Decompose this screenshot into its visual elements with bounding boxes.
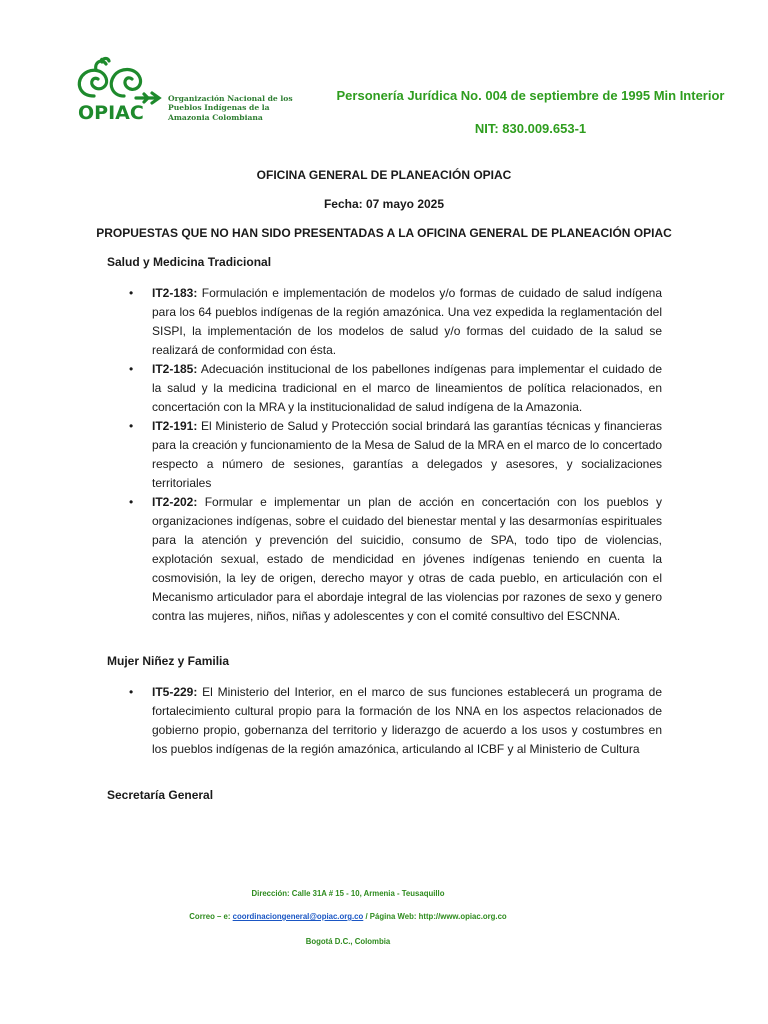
proposal-text: El Ministerio del Interior, en el marco de sus funciones establecerá un programa de fortalecimiento cultural propio para la formación de los NNA en los aspectos relacionados de gobierno propio, gobernanza del territorio y liderazgo de acuerdo a los usos y costumbres en los pueblos indígenas de la región amazónica, articulando al ICBF y al Ministerio de Cultura <box>152 685 662 756</box>
proposal-code: IT2-202: <box>152 495 198 509</box>
bullet-icon: • <box>129 685 134 699</box>
proposal-code: IT2-191: <box>152 419 198 433</box>
proposal-code: IT2-185: <box>152 362 198 376</box>
section-heading-mujer: Mujer Niñez y Familia <box>107 654 230 668</box>
proposal-list-mujer <box>107 683 662 759</box>
footer-contact <box>0 912 696 921</box>
opiac-logo-graphic-icon <box>72 56 172 106</box>
list-item <box>107 360 662 417</box>
list-item <box>107 493 662 626</box>
list-item <box>107 417 662 493</box>
proposal-code: IT5-229: <box>152 685 198 699</box>
logo-organization-name: Organización Nacional de los Pueblos Indígenas de la Amazonia Colombiana <box>168 94 293 122</box>
list-item <box>107 683 662 759</box>
section-heading-salud: Salud y Medicina Tradicional <box>107 255 272 269</box>
logo-wordmark: OPIAC <box>78 102 144 124</box>
nit-line: NIT: 830.009.653-1 <box>474 121 587 136</box>
footer-city: Bogotá D.C., Colombia <box>305 937 391 946</box>
proposal-text: Adecuación institucional de los pabellones indígenas para implementar el cuidado de la salud y la medicina tradicional en el marco de lineamientos de política relacionados, en concertación con la MRA y la institucionalidad de salud indígena de la Amazonia. <box>152 362 662 414</box>
document-date: Fecha: 07 mayo 2025 <box>323 197 445 211</box>
proposal-text: Formular e implementar un plan de acción en concertación con los pueblos y organizaciones indígenas, sobre el cuidado del bienestar mental y las desarmonías espirituales para la atención y prevención del suicidio, consumo de SPA, todo tipo de violencias, explotación sexual, estado de mendicidad en jóvenes indígenas teniendo en cuenta la cosmovisión, la ley de origen, derecho mayor y otras de cada pueblo, en articulación con el Mecanismo articulador para el abordaje integral de las violencias por razones de sexo y genero contra las mujeres, niños, niñas y adolescentes y con el comité consultivo del ESCNNA. <box>152 495 662 623</box>
section-heading-secretaria: Secretaría General <box>107 788 214 802</box>
proposal-code: IT2-183: <box>152 286 198 300</box>
footer-email-label: Correo – e: <box>189 912 233 921</box>
bullet-icon: • <box>129 495 134 509</box>
legal-registration-line: Personería Jurídica No. 004 de septiembre de 1995 Min Interior <box>336 88 725 103</box>
office-title: OFICINA GENERAL DE PLANEACIÓN OPIAC <box>256 168 512 182</box>
proposal-text: El Ministerio de Salud y Protección social brindará las garantías técnicas y financieras para la creación y funcionamiento de la Mesa de Salud de la MRA en el marco de lo concertado respecto a número de sesiones, garantías a delegados y asesores, y socializaciones territoriales <box>152 419 662 490</box>
document-subject: PROPUESTAS QUE NO HAN SIDO PRESENTADAS A LA OFICINA GENERAL DE PLANEACIÓN OPIAC <box>96 226 672 240</box>
footer-web: / Página Web: http://www.opiac.org.co <box>363 912 507 921</box>
footer-email-link[interactable]: coordinaciongeneral@opiac.org.co <box>232 912 364 921</box>
bullet-icon: • <box>129 286 134 300</box>
list-item <box>107 284 662 360</box>
opiac-logo <box>72 56 302 136</box>
footer-address: Dirección: Calle 31A # 15 - 10, Armenia - Teusaquillo <box>251 889 445 898</box>
bullet-icon: • <box>129 362 134 376</box>
proposal-list-salud <box>107 284 662 626</box>
bullet-icon: • <box>129 419 134 433</box>
proposal-text: Formulación e implementación de modelos y/o formas de cuidado de salud indígena para los 64 pueblos indígenas de la región amazónica. Una vez expedida la reglamentación del SISPI, la implementación de los modelos de salud y/o formas del cuidado de la salud se realizará de conformidad con ésta. <box>152 286 662 357</box>
